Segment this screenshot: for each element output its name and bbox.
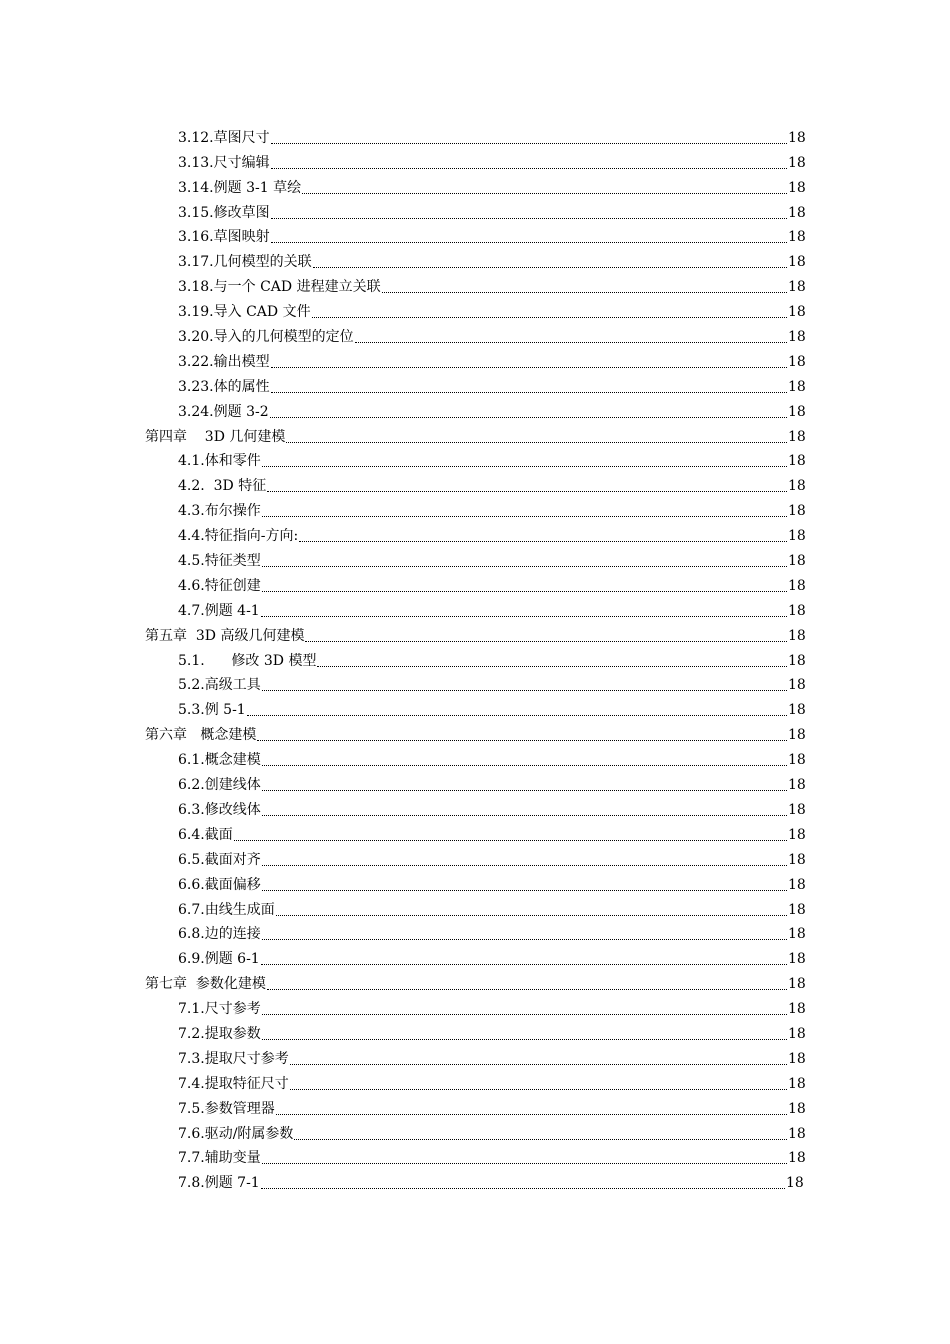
- toc-section-entry[interactable]: [0, 995, 950, 1020]
- toc-page-number: 18: [788, 901, 806, 918]
- toc-page-number: 18: [788, 304, 806, 321]
- toc-entry-label: 7.5.参数管理器: [178, 1100, 275, 1117]
- toc-section-entry[interactable]: [0, 547, 950, 572]
- toc-page-number: 18: [788, 652, 806, 669]
- toc-entry-label: 5.1. 修改 3D 模型: [178, 652, 317, 669]
- toc-entry-label: 3.17.几何模型的关联: [178, 254, 312, 271]
- toc-section-entry[interactable]: [0, 348, 950, 373]
- toc-section-entry[interactable]: [0, 124, 950, 149]
- toc-section-entry[interactable]: [0, 1095, 950, 1120]
- dot-leader: [382, 292, 787, 293]
- toc-entry-label: 6.6.截面偏移: [178, 876, 261, 893]
- toc-entry-label: 3.19.导入 CAD 文件: [178, 304, 311, 321]
- toc-entry-label: 6.1.概念建模: [178, 752, 261, 769]
- dot-leader: [276, 1114, 787, 1115]
- dot-leader: [262, 591, 787, 592]
- toc-page-number: 18: [788, 777, 806, 794]
- toc-section-entry[interactable]: [0, 846, 950, 871]
- dot-leader: [234, 840, 787, 841]
- toc-entry-label: 3.20.导入的几何模型的定位: [178, 329, 354, 346]
- toc-entry-label: 第七章 参数化建模: [145, 976, 266, 993]
- dot-leader: [290, 1089, 787, 1090]
- toc-entry-label: 4.1.体和零件: [178, 453, 261, 470]
- toc-section-entry[interactable]: [0, 796, 950, 821]
- toc-page-number: 18: [788, 453, 806, 470]
- dot-leader: [271, 367, 787, 368]
- toc-page-number: 18: [788, 752, 806, 769]
- toc-entry-label: 4.5.特征类型: [178, 553, 261, 570]
- dot-leader: [271, 143, 787, 144]
- toc-page-number: 18: [788, 926, 806, 943]
- toc-entry-label: 3.24.例题 3-2: [178, 403, 269, 420]
- toc-section-entry[interactable]: [0, 871, 950, 896]
- toc-section-entry[interactable]: [0, 921, 950, 946]
- toc-entry-label: 6.2.创建线体: [178, 777, 261, 794]
- toc-page-number: 18: [788, 727, 806, 744]
- toc-section-entry[interactable]: [0, 672, 950, 697]
- toc-section-entry[interactable]: [0, 149, 950, 174]
- toc-page-number: 18: [788, 254, 806, 271]
- toc-entry-label: 4.2. 3D 特征: [178, 478, 267, 495]
- toc-section-entry[interactable]: [0, 572, 950, 597]
- toc-section-entry[interactable]: [0, 273, 950, 298]
- toc-page-number: 18: [788, 179, 806, 196]
- dot-leader: [262, 815, 787, 816]
- toc-page-number: 18: [788, 1075, 806, 1092]
- toc-section-entry[interactable]: [0, 1045, 950, 1070]
- toc-page-number: 18: [788, 1025, 806, 1042]
- toc-entry-label: 4.7.例题 4-1: [178, 602, 260, 619]
- toc-chapter-entry[interactable]: [0, 622, 950, 647]
- toc-section-entry[interactable]: [0, 174, 950, 199]
- toc-entry-label: 3.18.与一个 CAD 进程建立关联: [178, 279, 381, 296]
- toc-section-entry[interactable]: [0, 472, 950, 497]
- toc-section-entry[interactable]: [0, 448, 950, 473]
- table-of-contents: [0, 124, 950, 1194]
- toc-entry-label: 7.1.尺寸参考: [178, 1001, 261, 1018]
- dot-leader: [262, 939, 787, 940]
- toc-section-entry[interactable]: [0, 199, 950, 224]
- toc-page-number: 18: [788, 204, 806, 221]
- toc-section-entry[interactable]: [0, 398, 950, 423]
- toc-page-number: 18: [788, 428, 806, 445]
- dot-leader: [261, 1188, 785, 1189]
- toc-entry-label: 3.12.草图尺寸: [178, 129, 270, 146]
- toc-section-entry[interactable]: [0, 522, 950, 547]
- dot-leader: [262, 1039, 787, 1040]
- toc-entry-label: 6.3.修改线体: [178, 801, 261, 818]
- dot-leader: [271, 392, 787, 393]
- toc-section-entry[interactable]: [0, 896, 950, 921]
- dot-leader: [262, 790, 787, 791]
- toc-section-entry[interactable]: [0, 373, 950, 398]
- toc-page-number: 18: [788, 353, 806, 370]
- toc-section-entry[interactable]: [0, 1070, 950, 1095]
- toc-page-number: 18: [788, 627, 806, 644]
- toc-page-number: 18: [788, 1100, 806, 1117]
- toc-section-entry[interactable]: [0, 647, 950, 672]
- dot-leader: [271, 168, 787, 169]
- toc-section-entry[interactable]: [0, 746, 950, 771]
- toc-page-number: 18: [788, 1150, 806, 1167]
- toc-entry-label: 6.4.截面: [178, 826, 233, 843]
- toc-section-entry[interactable]: [0, 323, 950, 348]
- dot-leader: [299, 541, 787, 542]
- dot-leader: [355, 342, 787, 343]
- toc-entry-label: 6.7.由线生成面: [178, 901, 275, 918]
- dot-leader: [262, 865, 787, 866]
- toc-section-entry[interactable]: [0, 248, 950, 273]
- toc-entry-label: 第六章 概念建模: [145, 727, 257, 744]
- toc-page-number: 18: [788, 851, 806, 868]
- toc-section-entry[interactable]: [0, 597, 950, 622]
- toc-page-number: 18: [788, 129, 806, 146]
- toc-entry-label: 6.9.例题 6-1: [178, 951, 260, 968]
- dot-leader: [294, 1139, 787, 1140]
- dot-leader: [262, 890, 787, 891]
- toc-entry-label: 3.16.草图映射: [178, 229, 270, 246]
- toc-page-number: 18: [788, 602, 806, 619]
- toc-page-number: 18: [788, 329, 806, 346]
- dot-leader: [261, 964, 787, 965]
- toc-page-number: 18: [788, 1050, 806, 1067]
- toc-chapter-entry[interactable]: [0, 423, 950, 448]
- toc-entry-label: 3.23.体的属性: [178, 378, 270, 395]
- dot-leader: [276, 915, 787, 916]
- toc-page-number: 18: [788, 826, 806, 843]
- toc-page-number: 18: [788, 154, 806, 171]
- dot-leader: [302, 193, 787, 194]
- dot-leader: [262, 1163, 787, 1164]
- dot-leader: [286, 442, 787, 443]
- toc-section-entry[interactable]: [0, 821, 950, 846]
- dot-leader: [305, 641, 787, 642]
- toc-entry-label: 第五章 3D 高级几何建模: [145, 627, 305, 644]
- toc-page-number: 18: [788, 976, 806, 993]
- toc-entry-label: 3.15.修改草图: [178, 204, 270, 221]
- toc-entry-label: 3.22.输出模型: [178, 353, 270, 370]
- toc-entry-label: 6.8.边的连接: [178, 926, 261, 943]
- toc-chapter-entry[interactable]: [0, 721, 950, 746]
- dot-leader: [270, 417, 787, 418]
- toc-entry-label: 7.4.提取特征尺寸: [178, 1075, 289, 1092]
- dot-leader: [317, 666, 787, 667]
- toc-page-number: 18: [788, 677, 806, 694]
- toc-page-number: 18: [788, 702, 806, 719]
- dot-leader: [262, 765, 787, 766]
- dot-leader: [257, 740, 787, 741]
- toc-entry-label: 5.2.高级工具: [178, 677, 261, 694]
- toc-chapter-entry[interactable]: [0, 970, 950, 995]
- toc-page-number: 18: [788, 951, 806, 968]
- toc-page-number: 18: [788, 577, 806, 594]
- dot-leader: [312, 317, 787, 318]
- toc-section-entry[interactable]: [0, 298, 950, 323]
- dot-leader: [262, 516, 787, 517]
- dot-leader: [262, 566, 787, 567]
- toc-entry-label: 3.13.尺寸编辑: [178, 154, 270, 171]
- toc-page-number: 18: [788, 1125, 806, 1142]
- toc-entry-label: 第四章 3D 几何建模: [145, 428, 286, 445]
- toc-page-number: 18: [788, 553, 806, 570]
- toc-section-entry[interactable]: [0, 1020, 950, 1045]
- toc-entry-label: 4.4.特征指向-方向:: [178, 528, 299, 545]
- toc-entry-label: 6.5.截面对齐: [178, 851, 261, 868]
- dot-leader: [271, 242, 787, 243]
- toc-page-number: 18: [788, 801, 806, 818]
- toc-entry-label: 7.3.提取尺寸参考: [178, 1050, 289, 1067]
- toc-entry-label: 5.3.例 5-1: [178, 702, 246, 719]
- toc-entry-label: 4.3.布尔操作: [178, 503, 261, 520]
- toc-page-number: 18: [788, 876, 806, 893]
- toc-section-entry[interactable]: [0, 1120, 950, 1145]
- toc-page-number: 18: [788, 1001, 806, 1018]
- toc-page-number: 18: [788, 528, 806, 545]
- dot-leader: [313, 267, 787, 268]
- toc-page-number: 18: [788, 403, 806, 420]
- toc-entry-label: 7.8.例题 7-1: [178, 1175, 260, 1192]
- toc-section-entry[interactable]: [0, 1169, 950, 1194]
- toc-section-entry[interactable]: [0, 945, 950, 970]
- toc-section-entry[interactable]: [0, 497, 950, 522]
- dot-leader: [261, 616, 787, 617]
- toc-page-number: 18: [788, 378, 806, 395]
- toc-section-entry[interactable]: [0, 1145, 950, 1170]
- dot-leader: [262, 1014, 787, 1015]
- toc-section-entry[interactable]: [0, 771, 950, 796]
- toc-entry-label: 3.14.例题 3-1 草绘: [178, 179, 302, 196]
- dot-leader: [247, 715, 787, 716]
- dot-leader: [271, 218, 787, 219]
- toc-page-number: 18: [786, 1175, 804, 1192]
- dot-leader: [262, 690, 787, 691]
- toc-entry-label: 7.7.辅助变量: [178, 1150, 261, 1167]
- toc-page-number: 18: [788, 503, 806, 520]
- toc-page-number: 18: [788, 229, 806, 246]
- toc-entry-label: 4.6.特征创建: [178, 577, 261, 594]
- toc-page-number: 18: [788, 478, 806, 495]
- dot-leader: [290, 1064, 787, 1065]
- toc-page-number: 18: [788, 279, 806, 296]
- dot-leader: [267, 989, 787, 990]
- toc-entry-label: 7.2.提取参数: [178, 1025, 261, 1042]
- toc-entry-label: 7.6.驱动/附属参数: [178, 1125, 294, 1142]
- dot-leader: [267, 491, 787, 492]
- toc-section-entry[interactable]: [0, 224, 950, 249]
- toc-section-entry[interactable]: [0, 696, 950, 721]
- dot-leader: [262, 466, 787, 467]
